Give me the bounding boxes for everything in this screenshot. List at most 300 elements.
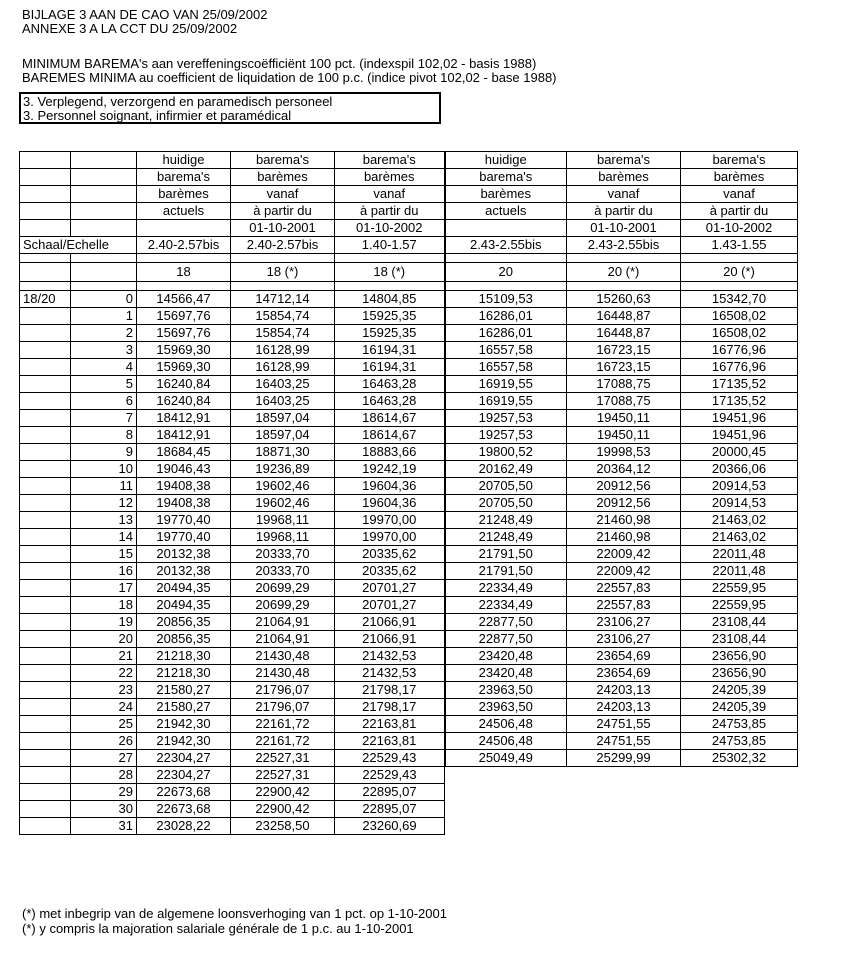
- seniority-year: 30: [71, 801, 137, 818]
- salary-cell: 22895,07: [335, 801, 445, 818]
- salary-cell: 25299,99: [567, 750, 681, 767]
- table-row: [20, 699, 798, 716]
- seniority-year: 10: [71, 461, 137, 478]
- header-row: [20, 169, 798, 186]
- salary-cell: 14566,47: [137, 291, 231, 308]
- column-header-cell: [137, 220, 231, 237]
- salary-cell: 15260,63: [567, 291, 681, 308]
- salary-cell: 21066,91: [335, 614, 445, 631]
- salary-cell: 18883,66: [335, 444, 445, 461]
- salary-cell: 20914,53: [681, 495, 798, 512]
- salary-cell: 16463,28: [335, 376, 445, 393]
- salary-cell: 19257,53: [445, 410, 567, 427]
- salary-cell: 20856,35: [137, 631, 231, 648]
- column-header-cell: 01-10-2002: [681, 220, 798, 237]
- blank-cell: [20, 359, 71, 376]
- scale-row: [20, 237, 798, 254]
- column-header-cell: barèmes: [681, 169, 798, 186]
- salary-cell: 22559,95: [681, 597, 798, 614]
- blank-cell: [71, 169, 137, 186]
- salary-cell: 17088,75: [567, 376, 681, 393]
- column-header-cell: [445, 220, 567, 237]
- salary-cell: 21248,49: [445, 512, 567, 529]
- salary-cell: 22011,48: [681, 563, 798, 580]
- salary-cell: 20914,53: [681, 478, 798, 495]
- salary-cell: 20364,12: [567, 461, 681, 478]
- seniority-year: 7: [71, 410, 137, 427]
- salary-cell: 20333,70: [231, 546, 335, 563]
- salary-cell: 16508,02: [681, 308, 798, 325]
- salary-cell: 24205,39: [681, 682, 798, 699]
- blank-cell: [20, 461, 71, 478]
- blank-cell: [445, 282, 567, 291]
- salary-cell: 21218,30: [137, 665, 231, 682]
- salary-cell: 22011,48: [681, 546, 798, 563]
- salary-cell: 16403,25: [231, 393, 335, 410]
- salary-cell: 16919,55: [445, 393, 567, 410]
- salary-cell: 15342,70: [681, 291, 798, 308]
- table-row: [20, 444, 798, 461]
- salary-cell: 22527,31: [231, 750, 335, 767]
- seniority-year: 1: [71, 308, 137, 325]
- table-row: [20, 682, 798, 699]
- salary-cell: 19257,53: [445, 427, 567, 444]
- seniority-year: 31: [71, 818, 137, 835]
- salary-cell: 16463,28: [335, 393, 445, 410]
- salary-cell: 18597,04: [231, 410, 335, 427]
- blank-cell: [567, 254, 681, 263]
- group-label: 18/20: [20, 291, 71, 308]
- salary-cell: 19968,11: [231, 512, 335, 529]
- footnote-nl: (*) met inbegrip van de algemene loonsverhoging van 1 pct. op 1-10-2001: [22, 906, 447, 921]
- column-header-cell: barema's: [231, 152, 335, 169]
- salary-table: [19, 151, 798, 835]
- table-row: [20, 427, 798, 444]
- table-row: [20, 376, 798, 393]
- seniority-year: 2: [71, 325, 137, 342]
- blank-cell: [20, 342, 71, 359]
- salary-cell: 20699,29: [231, 597, 335, 614]
- salary-cell: 20705,50: [445, 478, 567, 495]
- seniority-year: 20: [71, 631, 137, 648]
- salary-cell: 16723,15: [567, 342, 681, 359]
- scale-code: 1.40-1.57: [335, 237, 445, 254]
- column-header-cell: huidige: [445, 152, 567, 169]
- salary-cell: 21432,53: [335, 648, 445, 665]
- seniority-year: 11: [71, 478, 137, 495]
- header-row: [20, 152, 798, 169]
- column-header-cell: à partir du: [681, 203, 798, 220]
- salary-cell: 23963,50: [445, 699, 567, 716]
- column-header-cell: barèmes: [231, 169, 335, 186]
- salary-cell: 23654,69: [567, 648, 681, 665]
- salary-cell: 19450,11: [567, 427, 681, 444]
- salary-cell: 20333,70: [231, 563, 335, 580]
- salary-cell: 18597,04: [231, 427, 335, 444]
- blank-cell: [20, 495, 71, 512]
- blank-cell: [137, 254, 231, 263]
- seniority-year: 24: [71, 699, 137, 716]
- seniority-year: 6: [71, 393, 137, 410]
- column-header-cell: vanaf: [681, 186, 798, 203]
- table-row: [20, 478, 798, 495]
- category-nl: 3. Verplegend, verzorgend en paramedisch personeel: [23, 94, 333, 109]
- column-header-cell: vanaf: [231, 186, 335, 203]
- blank-cell: [20, 512, 71, 529]
- salary-cell: 23656,90: [681, 648, 798, 665]
- column-header-cell: barèmes: [445, 186, 567, 203]
- salary-cell: 22877,50: [445, 631, 567, 648]
- column-header-cell: actuels: [445, 203, 567, 220]
- table-row: [20, 342, 798, 359]
- table-row: [20, 597, 798, 614]
- seniority-year: 26: [71, 733, 137, 750]
- table-row: [20, 750, 798, 767]
- blank-cell: [20, 546, 71, 563]
- salary-cell: 19602,46: [231, 478, 335, 495]
- salary-cell: 19236,89: [231, 461, 335, 478]
- blank-cell: [20, 648, 71, 665]
- blank-cell: [20, 220, 71, 237]
- table-row: [20, 546, 798, 563]
- salary-cell: 17135,52: [681, 393, 798, 410]
- table-row: [20, 648, 798, 665]
- salary-cell: 15925,35: [335, 308, 445, 325]
- column-header-cell: barema's: [335, 152, 445, 169]
- salary-cell: 24506,48: [445, 716, 567, 733]
- seniority-year: 8: [71, 427, 137, 444]
- header-row: [20, 220, 798, 237]
- salary-cell: 20912,56: [567, 478, 681, 495]
- blank-cell: [231, 254, 335, 263]
- salary-cell: 23258,50: [231, 818, 335, 835]
- column-header-cell: barèmes: [335, 169, 445, 186]
- blank-cell: [445, 254, 567, 263]
- salary-cell: 20701,27: [335, 597, 445, 614]
- salary-cell: 19998,53: [567, 444, 681, 461]
- salary-cell: 20335,62: [335, 563, 445, 580]
- blank-cell: [681, 282, 798, 291]
- salary-cell: 16919,55: [445, 376, 567, 393]
- blank-cell: [20, 563, 71, 580]
- salary-cell: 16194,31: [335, 359, 445, 376]
- salary-cell: 20132,38: [137, 563, 231, 580]
- blank-cell: [20, 784, 71, 801]
- salary-cell: 15854,74: [231, 325, 335, 342]
- table-row: [20, 784, 798, 801]
- salary-cell: 19408,38: [137, 495, 231, 512]
- table-row: [20, 818, 798, 835]
- salary-cell: 17135,52: [681, 376, 798, 393]
- column-header-cell: à partir du: [567, 203, 681, 220]
- salary-cell: 15109,53: [445, 291, 567, 308]
- column-header-cell: actuels: [137, 203, 231, 220]
- salary-cell: 16286,01: [445, 308, 567, 325]
- scale-code: 2.40-2.57bis: [231, 237, 335, 254]
- salary-cell: 16776,96: [681, 342, 798, 359]
- table-row: [20, 767, 798, 784]
- salary-cell: 19604,36: [335, 495, 445, 512]
- column-header-cell: à partir du: [335, 203, 445, 220]
- salary-cell: 21248,49: [445, 529, 567, 546]
- blank-cell: [20, 478, 71, 495]
- column-header-cell: 01-10-2001: [231, 220, 335, 237]
- salary-cell: 16240,84: [137, 376, 231, 393]
- salary-cell: 23106,27: [567, 631, 681, 648]
- salary-cell: 16240,84: [137, 393, 231, 410]
- group-code: 20: [445, 263, 567, 282]
- column-header-cell: huidige: [137, 152, 231, 169]
- salary-cell: 19968,11: [231, 529, 335, 546]
- salary-cell: 15969,30: [137, 342, 231, 359]
- salary-cell: 22895,07: [335, 784, 445, 801]
- blank-cell: [20, 152, 71, 169]
- blank-cell: [20, 818, 71, 835]
- blank-cell: [20, 767, 71, 784]
- salary-cell: 20000,45: [681, 444, 798, 461]
- salary-cell: 23654,69: [567, 665, 681, 682]
- seniority-year: 19: [71, 614, 137, 631]
- salary-cell: 25049,49: [445, 750, 567, 767]
- salary-cell: 21430,48: [231, 648, 335, 665]
- blank-cell: [20, 263, 71, 282]
- column-header-cell: barèmes: [567, 169, 681, 186]
- salary-cell: 21463,02: [681, 529, 798, 546]
- salary-cell: 22557,83: [567, 580, 681, 597]
- blank-cell: [20, 716, 71, 733]
- salary-cell: 25302,32: [681, 750, 798, 767]
- blank-cell: [20, 444, 71, 461]
- salary-cell: 19408,38: [137, 478, 231, 495]
- salary-cell: 23260,69: [335, 818, 445, 835]
- subtitle-nl: MINIMUM BAREMA's aan vereffeningscoëfficiënt 100 pct. (indexspil 102,02 - basis 1988): [22, 56, 537, 71]
- blank-cell: [20, 801, 71, 818]
- salary-cell: 16508,02: [681, 325, 798, 342]
- salary-cell: 15969,30: [137, 359, 231, 376]
- salary-cell: 23108,44: [681, 614, 798, 631]
- scale-code: 2.43-2.55bis: [567, 237, 681, 254]
- blank-cell: [20, 699, 71, 716]
- salary-cell: 21798,17: [335, 699, 445, 716]
- salary-cell: 19242,19: [335, 461, 445, 478]
- group-code: 18: [137, 263, 231, 282]
- subtitle-fr: BAREMES MINIMA au coefficient de liquidation de 100 p.c. (indice pivot 102,02 - base 1988): [22, 70, 557, 85]
- blank-cell: [231, 282, 335, 291]
- seniority-year: 23: [71, 682, 137, 699]
- salary-cell: 22304,27: [137, 767, 231, 784]
- column-header-cell: barema's: [445, 169, 567, 186]
- salary-cell: 20335,62: [335, 546, 445, 563]
- column-header-cell: à partir du: [231, 203, 335, 220]
- salary-cell: 23106,27: [567, 614, 681, 631]
- blank-cell: [71, 263, 137, 282]
- salary-cell: 22304,27: [137, 750, 231, 767]
- seniority-year: 3: [71, 342, 137, 359]
- column-header-cell: barema's: [567, 152, 681, 169]
- seniority-year: 28: [71, 767, 137, 784]
- salary-cell: 24751,55: [567, 733, 681, 750]
- table-row: [20, 529, 798, 546]
- seniority-year: 27: [71, 750, 137, 767]
- salary-cell: 19602,46: [231, 495, 335, 512]
- salary-cell: 22009,42: [567, 563, 681, 580]
- table-row: [20, 716, 798, 733]
- salary-cell: 15854,74: [231, 308, 335, 325]
- blank-cell: [20, 325, 71, 342]
- salary-cell: 24506,48: [445, 733, 567, 750]
- blank-cell: [20, 254, 71, 263]
- column-header-cell: barèmes: [137, 186, 231, 203]
- salary-cell: 22334,49: [445, 597, 567, 614]
- seniority-year: 15: [71, 546, 137, 563]
- salary-cell: 16286,01: [445, 325, 567, 342]
- blank-cell: [71, 282, 137, 291]
- salary-cell: 21460,98: [567, 529, 681, 546]
- blank-cell: [20, 631, 71, 648]
- salary-cell: 21798,17: [335, 682, 445, 699]
- salary-cell: 18684,45: [137, 444, 231, 461]
- salary-cell: 18614,67: [335, 427, 445, 444]
- table-row: [20, 580, 798, 597]
- salary-cell: 21430,48: [231, 665, 335, 682]
- blank-cell: [20, 665, 71, 682]
- spacer-row: [20, 282, 798, 291]
- group-code: 18 (*): [335, 263, 445, 282]
- table-row: [20, 291, 798, 308]
- table-row: [20, 308, 798, 325]
- salary-cell: 18412,91: [137, 427, 231, 444]
- salary-cell: 18871,30: [231, 444, 335, 461]
- blank-cell: [20, 597, 71, 614]
- blank-cell: [20, 282, 71, 291]
- column-header-cell: barema's: [137, 169, 231, 186]
- salary-cell: 21791,50: [445, 546, 567, 563]
- salary-cell: 15925,35: [335, 325, 445, 342]
- table-row: [20, 461, 798, 478]
- salary-cell: 20699,29: [231, 580, 335, 597]
- salary-cell: 24203,13: [567, 699, 681, 716]
- salary-cell: 19770,40: [137, 529, 231, 546]
- table-row: [20, 512, 798, 529]
- salary-cell: 24751,55: [567, 716, 681, 733]
- salary-cell: 20856,35: [137, 614, 231, 631]
- salary-cell: 19450,11: [567, 410, 681, 427]
- blank-cell: [335, 254, 445, 263]
- salary-cell: 16128,99: [231, 342, 335, 359]
- blank-cell: [20, 376, 71, 393]
- group-row: [20, 263, 798, 282]
- salary-cell: 21463,02: [681, 512, 798, 529]
- column-header-cell: 01-10-2001: [567, 220, 681, 237]
- salary-cell: 22900,42: [231, 784, 335, 801]
- salary-cell: 22877,50: [445, 614, 567, 631]
- blank-cell: [137, 282, 231, 291]
- salary-cell: 14804,85: [335, 291, 445, 308]
- table-row: [20, 359, 798, 376]
- salary-cell: 20132,38: [137, 546, 231, 563]
- salary-cell: 16448,87: [567, 325, 681, 342]
- salary-cell: 22529,43: [335, 750, 445, 767]
- salary-cell: 19451,96: [681, 410, 798, 427]
- salary-cell: 21460,98: [567, 512, 681, 529]
- salary-cell: 19451,96: [681, 427, 798, 444]
- blank-cell: [681, 254, 798, 263]
- blank-cell: [20, 410, 71, 427]
- salary-cell: 19604,36: [335, 478, 445, 495]
- salary-cell: 22529,43: [335, 767, 445, 784]
- salary-cell: 15697,76: [137, 325, 231, 342]
- salary-cell: 16557,58: [445, 342, 567, 359]
- seniority-year: 18: [71, 597, 137, 614]
- salary-cell: 21064,91: [231, 631, 335, 648]
- blank-cell: [20, 308, 71, 325]
- table-row: [20, 393, 798, 410]
- salary-cell: 22161,72: [231, 733, 335, 750]
- salary-cell: 24205,39: [681, 699, 798, 716]
- annex-title-nl: BIJLAGE 3 AAN DE CAO VAN 25/09/2002: [22, 7, 268, 22]
- salary-cell: 19046,43: [137, 461, 231, 478]
- salary-cell: 21942,30: [137, 716, 231, 733]
- column-header-cell: vanaf: [335, 186, 445, 203]
- column-header-cell: vanaf: [567, 186, 681, 203]
- salary-cell: 23420,48: [445, 665, 567, 682]
- seniority-year: 17: [71, 580, 137, 597]
- salary-cell: 22163,81: [335, 733, 445, 750]
- seniority-year: 5: [71, 376, 137, 393]
- seniority-year: 4: [71, 359, 137, 376]
- salary-cell: 21580,27: [137, 699, 231, 716]
- salary-cell: 21791,50: [445, 563, 567, 580]
- scale-code: 2.43-2.55bis: [445, 237, 567, 254]
- salary-cell: 21796,07: [231, 682, 335, 699]
- seniority-year: 12: [71, 495, 137, 512]
- blank-cell: [71, 220, 137, 237]
- group-code: 20 (*): [567, 263, 681, 282]
- blank-cell: [71, 254, 137, 263]
- group-code: 18 (*): [231, 263, 335, 282]
- table-row: [20, 410, 798, 427]
- salary-cell: 22527,31: [231, 767, 335, 784]
- blank-cell: [567, 282, 681, 291]
- salary-cell: 21580,27: [137, 682, 231, 699]
- seniority-year: 14: [71, 529, 137, 546]
- spacer-row: [20, 254, 798, 263]
- salary-cell: 19970,00: [335, 512, 445, 529]
- table-row: [20, 665, 798, 682]
- salary-cell: 14712,14: [231, 291, 335, 308]
- salary-cell: 21218,30: [137, 648, 231, 665]
- table-row: [20, 801, 798, 818]
- blank-cell: [20, 169, 71, 186]
- salary-cell: 20701,27: [335, 580, 445, 597]
- seniority-year: 9: [71, 444, 137, 461]
- salary-cell: 20162,49: [445, 461, 567, 478]
- blank-cell: [20, 393, 71, 410]
- seniority-year: 29: [71, 784, 137, 801]
- salary-cell: 21066,91: [335, 631, 445, 648]
- table-row: [20, 495, 798, 512]
- salary-cell: 18412,91: [137, 410, 231, 427]
- salary-cell: 22557,83: [567, 597, 681, 614]
- salary-cell: 17088,75: [567, 393, 681, 410]
- blank-cell: [335, 282, 445, 291]
- salary-cell: 19770,40: [137, 512, 231, 529]
- seniority-year: 16: [71, 563, 137, 580]
- salary-cell: 23028,22: [137, 818, 231, 835]
- category-fr: 3. Personnel soignant, infirmier et paramédical: [23, 108, 292, 123]
- blank-cell: [20, 682, 71, 699]
- blank-cell: [20, 203, 71, 220]
